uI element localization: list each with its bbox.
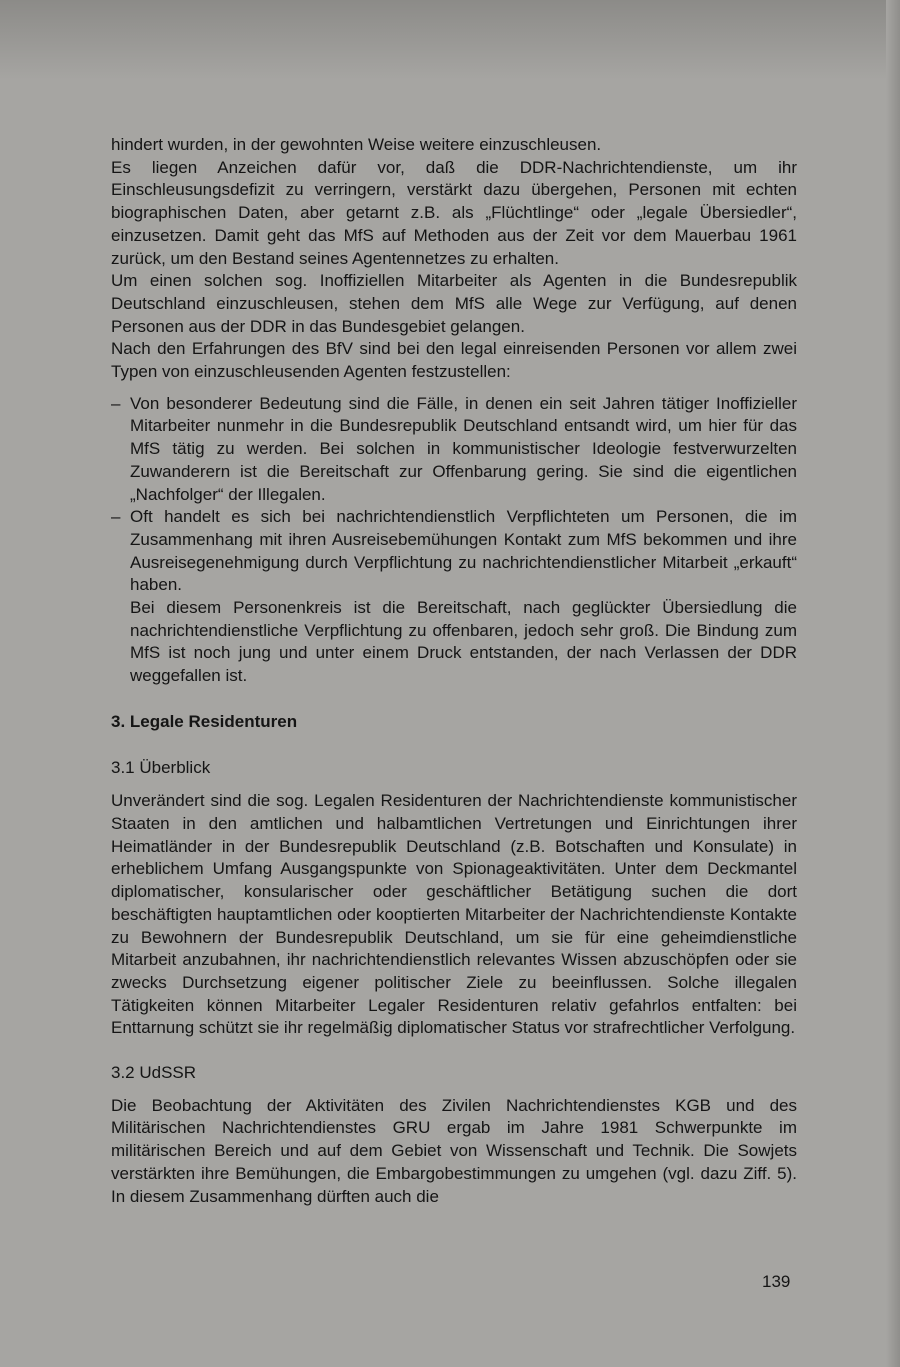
bullet-dash: –: [111, 393, 121, 413]
body-paragraph-1: Es liegen Anzeichen dafür vor, daß die DDR-Nachrichtendienste, um ihr Einschleusungsdefizit zu verringern, verstärkt dazu übergehen, Personen mit echten biographischen Daten, aber getarnt z.B. als „Flüchtlinge“ oder „legale Übersiedler“, einzusetzen. Damit geht das MfS auf Methoden aus der Zeit vor dem Mauerbau 1961 zurück, um den Bestand seines Agentennetzes zu erhalten.: [111, 157, 797, 268]
bullet-item: [111, 506, 797, 597]
scan-shadow-top: [0, 0, 900, 80]
continuation-line: hindert wurden, in der gewohnten Weise weitere einzuschleusen.: [111, 135, 602, 154]
bullet-item: [111, 393, 797, 507]
section-heading: 3. Legale Residenturen: [111, 711, 298, 731]
subheading-overview: 3.1 Überblick: [111, 757, 211, 777]
page-number: 139: [762, 1272, 791, 1291]
bullet-dash: –: [111, 507, 121, 527]
bullet-text: Oft handelt es sich bei nachrichtendienstlich Verpflichteten um Personen, die im Zusammenhang mit ihren Ausreisebemühungen Kontakt zum MfS bekommen und ihre Ausreisegenehmigung durch Verpflichtung zu nachrichtendienstlicher Mitarbeit „erkauft“ haben.: [130, 507, 797, 595]
bullet-text: Von besonderer Bedeutung sind die Fälle, in denen ein seit Jahren tätiger Inoffizieller Mitarbeiter nunmehr in die Bundesrepublik Deutschland entsandt wird, um hier für das MfS tätig zu werden. Bei solchen in kommunistischer Ideologie festverwurzelten Zuwanderern ist die Bereitschaft zur Offenbarung gering. Sie sind die eigentlichen „Nachfolger“ der Illegalen.: [130, 393, 797, 504]
document-text-block: [111, 134, 797, 1208]
body-paragraph-3: Nach den Erfahrungen des BfV sind bei den legal einreisenden Personen vor allem zwei Typen von einzuschleusenden Agenten festzustellen:: [111, 339, 797, 382]
subheading-udssr: 3.2 UdSSR: [111, 1063, 197, 1083]
indented-paragraph: Bei diesem Personenkreis ist die Bereitschaft, nach geglückter Übersiedlung die nachrichtendienstliche Verpflichtung zu offenbaren, jedoch sehr groß. Die Bindung zum MfS ist noch jung und unter einem Druck entstanden, der nach Verlassen der DDR weggefallen ist.: [130, 598, 797, 686]
body-paragraph-4: Unverändert sind die sog. Legalen Residenturen der Nachrichtendienste kommunistischer Staaten in den amtlichen und halbamtlichen Vertretungen und Einrichtungen ihrer Heimatländer in der Bundesrepublik Deutschland (z.B. Botschaften und Konsulate) in erheblichem Umfang Ausgangspunkte von Spionageaktivitäten. Unter dem Deckmantel diplomatischer, konsularischer oder geschäftlicher Betätigung suchen die dort beschäftigten hauptamtlichen oder kooptierten Mitarbeiter der Nachrichtendienste Kontakte zu Bewohnern der Bundesrepublik Deutschland, um sie für eine geheimdienstliche Mitarbeit anzubahnen, ihr nachrichtendienstlich relevantes Wissen abzuschöpfen oder sie zwecks Durchsetzung eigener politischer Ziele zu beeinflussen. Solche illegalen Tätigkeiten können Mitarbeiter Legaler Residenturen relativ gefahrlos entfalten: bei Enttarnung schützt sie ihr regelmäßig diplomatischer Status vor strafrechtlicher Verfolgung.: [111, 791, 797, 1038]
scan-shadow-right: [886, 0, 900, 1367]
body-paragraph-2: Um einen solchen sog. Inoffiziellen Mitarbeiter als Agenten in die Bundesrepublik Deutschland einzuschleusen, stehen dem MfS alle Wege zur Verfügung, auf denen Personen aus der DDR in das Bundesgebiet gelangen.: [111, 271, 797, 336]
paragraph-spacer: [111, 384, 797, 393]
body-paragraph-5: Die Beobachtung der Aktivitäten des Zivilen Nachrichtendienstes KGB und des Militärischen Nachrichtendienstes GRU ergab im Jahre 1981 Schwerpunkte im militärischen Bereich und auf dem Gebiet von Wissenschaft und Technik. Die Sowjets verstärkten ihre Bemühungen, die Embargobestimmungen zu umgehen (vgl. dazu Ziff. 5). In diesem Zusammenhang dürften auch die: [111, 1095, 797, 1206]
